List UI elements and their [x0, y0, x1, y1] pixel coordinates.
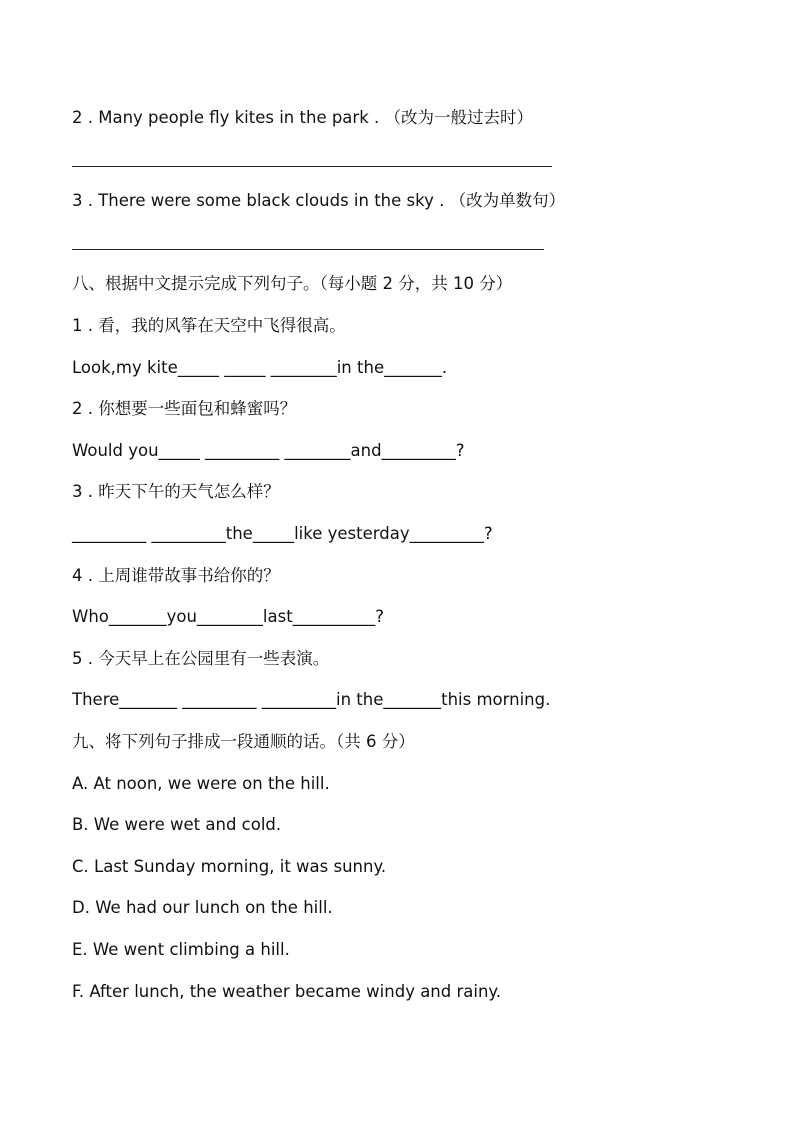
answer-line-3 — [72, 249, 544, 250]
section-8-item-2-chinese: 2 . 你想要一些面包和蜂蜜吗？ — [72, 399, 297, 418]
section-8-item-5-english: There_______ _________ _________in the_______this morning. — [72, 690, 551, 709]
answer-line-2 — [72, 166, 552, 167]
section-9-sentence-c: C. Last Sunday morning, it was sunny. — [72, 857, 387, 876]
section-8-item-1-english: Look,my kite_____ _____ ________in the_______. — [72, 358, 448, 377]
section-9-sentence-d: D. We had our lunch on the hill. — [72, 898, 333, 917]
section-9-sentence-b: B. We were wet and cold. — [72, 815, 282, 834]
question-3-transform: 3 . There were some black clouds in the sky . （改为单数句） — [72, 191, 566, 210]
section-8-title: 八、根据中文提示完成下列句子。（每小题 2 分，共 10 分） — [72, 274, 513, 293]
question-2-transform: 2 . Many people fly kites in the park . （改为一般过去时） — [72, 108, 533, 127]
section-9-sentence-f: F. After lunch, the weather became windy and rainy. — [72, 982, 502, 1001]
section-9-sentence-e: E. We went climbing a hill. — [72, 940, 290, 959]
section-9-title: 九、将下列句子排成一段通顺的话。（共 6 分） — [72, 732, 415, 751]
section-8-item-4-english: Who_______you________last__________? — [72, 607, 384, 626]
section-8-item-3-english: _________ _________the_____like yesterday_________? — [72, 524, 493, 543]
section-9-sentence-a: A. At noon, we were on the hill. — [72, 774, 330, 793]
section-8-item-3-chinese: 3 . 昨天下午的天气怎么样？ — [72, 482, 280, 501]
section-8-item-2-english: Would you_____ _________ ________and_________? — [72, 441, 465, 460]
section-8-item-1-chinese: 1 . 看，我的风筝在天空中飞得很高。 — [72, 316, 346, 335]
section-8-item-5-chinese: 5 . 今天早上在公园里有一些表演。 — [72, 649, 330, 668]
section-8-item-4-chinese: 4 . 上周谁带故事书给你的？ — [72, 566, 280, 585]
